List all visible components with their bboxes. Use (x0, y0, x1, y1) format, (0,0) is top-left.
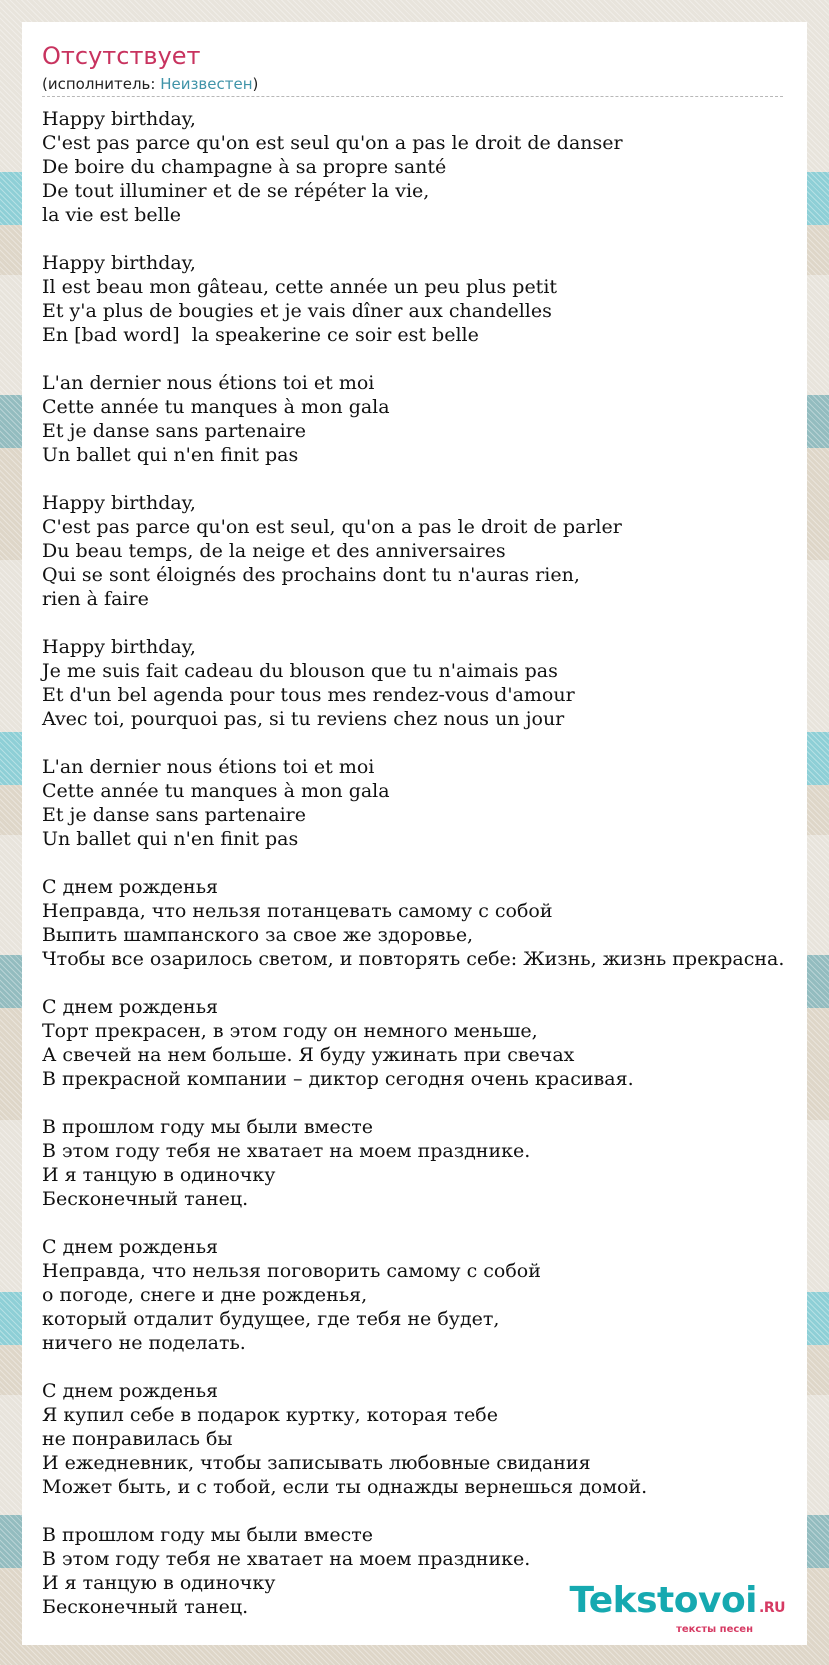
lyric-line: Happy birthday, (42, 636, 196, 658)
lyrics-stanza (42, 1235, 787, 1355)
lyric-line: А свечей на нем больше. Я буду ужинать при свечах (42, 1044, 575, 1066)
lyric-line: Et je danse sans partenaire (42, 804, 307, 826)
lyric-line: En [bad word] la speakerine ce soir est belle (42, 324, 479, 346)
lyric-line: В прошлом году мы были вместе (42, 1116, 373, 1138)
lyric-line: De boire du champagne à sa propre santé (42, 156, 447, 178)
lyric-line: И я танцую в одиночку (42, 1572, 276, 1594)
lyrics-stanza (42, 107, 787, 227)
lyric-line: В этом году тебя не хватает на моем празднике. (42, 1140, 531, 1162)
site-logo[interactable] (569, 1581, 785, 1635)
lyric-line: Un ballet qui n'en finit pas (42, 444, 299, 466)
logo-wordmark (569, 1581, 785, 1628)
lyrics-stanza (42, 1379, 787, 1499)
lyric-line: Бесконечный танец. (42, 1188, 249, 1210)
lyric-line: Happy birthday, (42, 108, 196, 130)
lyric-line: C'est pas parce qu'on est seul qu'on a pas le droit de danser (42, 132, 623, 154)
lyric-line: Бесконечный танец. (42, 1596, 249, 1618)
lyric-line: который отдалит будущее, где тебя не будет, (42, 1308, 500, 1330)
lyric-line: Happy birthday, (42, 252, 196, 274)
lyric-line: C'est pas parce qu'on est seul, qu'on a pas le droit de parler (42, 516, 622, 538)
lyric-line: Avec toi, pourquoi pas, si tu reviens chez nous un jour (42, 708, 565, 730)
lyric-line: Je me suis fait cadeau du blouson que tu n'aimais pas (42, 660, 558, 682)
lyric-line: Il est beau mon gâteau, cette année un peu plus petit (42, 276, 558, 298)
lyric-line: Неправда, что нельзя потанцевать самому с собой (42, 900, 553, 922)
lyric-line: Et y'a plus de bougies et je vais dîner aux chandelles (42, 300, 552, 322)
lyric-line: В прошлом году мы были вместе (42, 1524, 373, 1546)
logo-name: Tekstovoi (569, 1580, 758, 1621)
lyrics-body (42, 107, 787, 1619)
lyric-line: De tout illuminer et de se répéter la vie, (42, 180, 430, 202)
lyric-line: С днем рожденья (42, 1380, 219, 1402)
lyric-line: Et d'un bel agenda pour tous mes rendez-vous d'amour (42, 684, 575, 706)
artist-suffix: ) (252, 75, 259, 93)
lyrics-stanza (42, 251, 787, 347)
lyric-line: С днем рожденья (42, 996, 219, 1018)
logo-tagline: тексты песен (676, 1624, 753, 1635)
lyric-line: Et je danse sans partenaire (42, 420, 307, 442)
lyrics-stanza (42, 371, 787, 467)
lyrics-stanza (42, 491, 787, 611)
lyrics-stanza (42, 755, 787, 851)
lyrics-card (22, 22, 807, 1645)
lyrics-stanza (42, 995, 787, 1091)
lyric-line: Может быть, и с тобой, если ты однажды вернешься домой. (42, 1476, 648, 1498)
lyric-line: Happy birthday, (42, 492, 196, 514)
lyric-line: Cette année tu manques à mon gala (42, 780, 390, 802)
lyric-line: о погоде, снеге и дне рожденья, (42, 1284, 368, 1306)
artist-prefix: (исполнитель: (42, 75, 161, 93)
lyric-line: И я танцую в одиночку (42, 1164, 276, 1186)
lyric-line: L'an dernier nous étions toi et moi (42, 756, 375, 778)
lyric-line: la vie est belle (42, 204, 182, 226)
lyric-line: Я купил себе в подарок куртку, которая тебе (42, 1404, 498, 1426)
lyric-line: rien à faire (42, 588, 149, 610)
lyrics-stanza (42, 1115, 787, 1211)
lyric-line: Торт прекрасен, в этом году он немного меньше, (42, 1020, 538, 1042)
title-divider (42, 96, 783, 97)
lyric-line: В прекрасной компании – диктор сегодня очень красивая. (42, 1068, 634, 1090)
lyric-line: И ежедневник, чтобы записывать любовные свидания (42, 1452, 591, 1474)
lyric-line: В этом году тебя не хватает на моем празднике. (42, 1548, 531, 1570)
lyric-line: Неправда, что нельзя поговорить самому с собой (42, 1260, 541, 1282)
lyric-line: Qui se sont éloignés des prochains dont tu n'auras rien, (42, 564, 580, 586)
lyric-line: ничего не поделать. (42, 1332, 246, 1354)
logo-tld: .RU (759, 1600, 785, 1616)
lyric-line: Du beau temps, de la neige et des anniversaires (42, 540, 506, 562)
song-title: Отсутствует (42, 42, 201, 70)
lyric-line: не понравилась бы (42, 1428, 233, 1450)
lyric-line: С днем рожденья (42, 1236, 219, 1258)
lyrics-stanza (42, 875, 787, 971)
artist-link[interactable]: Неизвестен (160, 75, 253, 93)
lyric-line: Выпить шампанского за свое же здоровье, (42, 924, 474, 946)
lyric-line: L'an dernier nous étions toi et moi (42, 372, 375, 394)
lyric-line: Чтобы все озарилось светом, и повторять себе: Жизнь, жизнь прекрасна. (42, 948, 785, 970)
lyric-line: Un ballet qui n'en finit pas (42, 828, 299, 850)
artist-line (42, 74, 787, 94)
lyric-line: С днем рожденья (42, 876, 219, 898)
lyrics-stanza (42, 635, 787, 731)
lyric-line: Cette année tu manques à mon gala (42, 396, 390, 418)
